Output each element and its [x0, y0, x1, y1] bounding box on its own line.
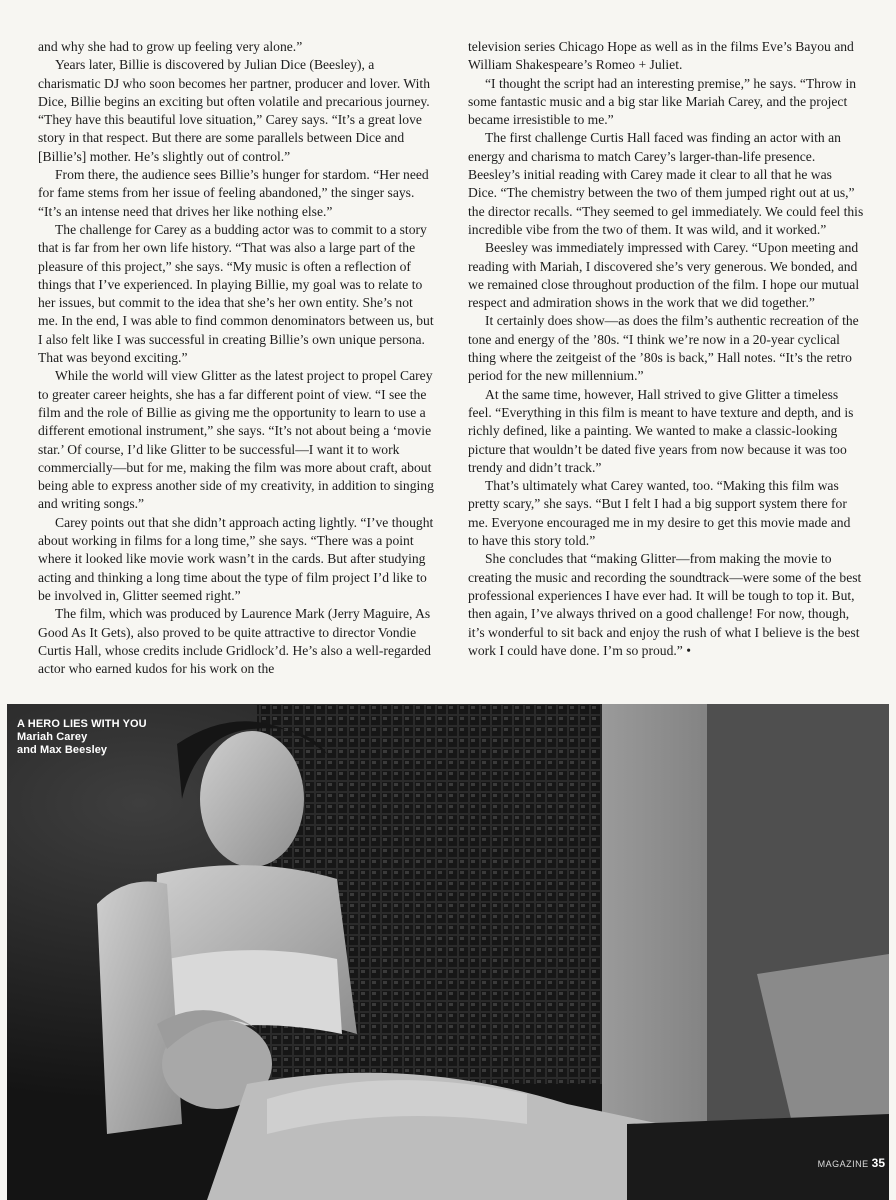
paragraph: Carey points out that she didn’t approach acting lightly. “I’ve thought about working in films for a long time,” she says. “There was a point where it looked like movie work wasn’t in the cards. But after studying acting and thinking a long time about the type of film project I’d like to be involved in, Glitter seemed right.”: [38, 514, 434, 603]
photo-illustration: [7, 704, 889, 1200]
paragraph: From there, the audience sees Billie’s hunger for stardom. “Her need for fame stems from her issue of feeling abandoned,” the singer says. “It’s an intense need that drives her like nothing else.”: [38, 167, 429, 219]
paragraph: “I thought the script had an interesting premise,” he says. “Throw in some fantastic music and a big star like Mariah Carey, and the project became irresistible to me.”: [468, 75, 857, 128]
page-folio: [818, 1156, 885, 1170]
left-column: [38, 38, 434, 690]
paragraph: and why she had to grow up feeling very alone.”: [38, 39, 303, 54]
article-body: [38, 38, 864, 690]
paragraph: It certainly does show—as does the film’s authentic recreation of the tone and energy of the ’80s. “I think we’re now in a 20-year cyclical thing where the zeitgeist of the ’80s is back,” Hall notes. “It’s the retro period for the new millennium.”: [468, 313, 859, 384]
paragraph: Years later, Billie is discovered by Julian Dice (Beesley), a charismatic DJ who soon becomes her partner, producer and lover. With Dice, Billie begins an exciting but often volatile and precarious journey. “They have this beautiful love situation,” Carey says. “It’s a great love story in that respect. But there are some parallels between Dice and [Billie’s] mother. He’s slightly out of control.”: [38, 57, 431, 164]
paragraph: The challenge for Carey as a budding actor was to commit to a story that is far from her own life history. “That was also a large part of the pleasure of this project,” she says. “My music is often a reflection of things that I’ve experienced. In playing Billie, my goal was to relate to her issues, but commit to the idea that she’s her own entity. She’s not me. In the end, I was able to find common denominators between us, but I also felt like I was successful in creating Billie’s own unique persona. That was beyond exciting.”: [38, 221, 434, 366]
paragraph: The first challenge Curtis Hall faced was finding an actor with an energy and charisma to match Carey’s larger-than-life presence. Beesley’s initial reading with Carey made it clear to all that he was Dice. “The chemistry between the two of them jumped right out at us,” the director recalls. “They seemed to gel immediately. We could feel this incredible vibe from the two of them. It was wild, and it worked.”: [468, 130, 864, 237]
film-still-photo: [7, 704, 889, 1200]
paragraph: That’s ultimately what Carey wanted, too. “Making this film was pretty scary,” she says. “But I felt I had a big support system there for me. Everyone encouraged me in my desire to get this movie made and to have this story told.”: [468, 478, 851, 549]
caption-line: and Max Beesley: [17, 744, 108, 756]
page-number: 35: [871, 1156, 885, 1170]
photo-caption: [17, 718, 147, 757]
caption-line: Mariah Carey: [17, 731, 88, 743]
caption-title: A HERO LIES WITH YOU: [17, 718, 147, 730]
paragraph: At the same time, however, Hall strived to give Glitter a timeless feel. “Everything in this film is meant to have texture and depth, and is richly defined, like a painting. We wanted to make a classic-looking picture that wouldn’t be dated five years from now because it was too trendy and didn’t track.”: [468, 386, 854, 475]
paragraph: She concludes that “making Glitter—from making the movie to creating the music and recording the soundtrack—were some of the best professional experiences I have ever had. It will be tough to top it. But, then again, I’ve always thrived on a good challenge! For now, though, it’s wonderful to sit back and enjoy the rush of what I believe is the best work I could have done. I’m so proud.” •: [468, 551, 862, 658]
paragraph: The film, which was produced by Laurence Mark (Jerry Maguire, As Good As It Gets), also proved to be quite attractive to director Vondie Curtis Hall, whose credits include Gridlock’d. He’s also a well-regarded actor who earned kudos for his work on the: [38, 606, 431, 677]
paragraph: television series Chicago Hope as well as in the films Eve’s Bayou and William Shakespeare’s Romeo + Juliet.: [468, 39, 854, 73]
magazine-name: MAGAZINE: [817, 1159, 869, 1169]
right-column: [468, 38, 864, 690]
paragraph: While the world will view Glitter as the latest project to propel Carey to greater career heights, she has a far different point of view. “I see the film and the role of Billie as giving me the opportunity to learn to use a different emotional instrument,” she says. “It’s not about being a ‘movie star.’ Of course, I’d like Glitter to be successful—I want it to work commercially—but for me, making the film was more about craft, about being able to express another side of my creativity, in addition to singing and writing songs.”: [38, 368, 434, 512]
paragraph: Beesley was immediately impressed with Carey. “Upon meeting and reading with Mariah, I discovered she’s very generous. We bonded, and we remained close throughout production of the film. I hope our mutual respect and admiration shows in the work that we did together.”: [468, 240, 860, 311]
